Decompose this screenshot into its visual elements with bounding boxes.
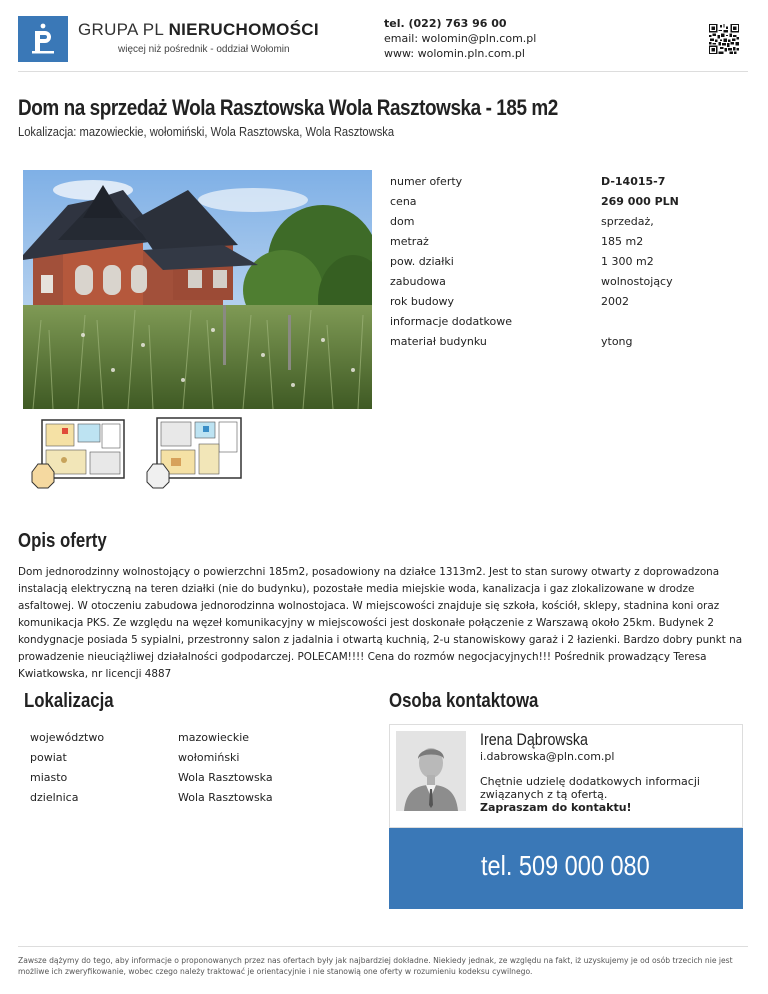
location-table (30, 727, 370, 807)
company-logo[interactable] (18, 16, 68, 62)
agent-name: Irena Dąbrowska (480, 730, 588, 749)
brand-name-bold: NIERUCHOMOŚCI (168, 20, 319, 39)
param-value: ytong (601, 334, 633, 348)
location-label: miasto (30, 770, 68, 784)
location-value: Wola Rasztowska (178, 770, 273, 784)
param-row (390, 291, 742, 311)
agent-note-text: Chętnie udzielę dodatkowych informacji związanych z tą ofertą. (480, 775, 700, 801)
param-row (390, 251, 742, 271)
contact-card (389, 724, 743, 828)
location-label: dzielnica (30, 790, 79, 804)
office-website[interactable]: www: wolomin.pln.com.pl (384, 47, 525, 60)
param-value: 185 m2 (601, 234, 644, 248)
listing-location: Lokalizacja: mazowieckie, wołomiński, Wola Rasztowska, Wola Rasztowska (18, 124, 395, 139)
param-label: pow. działki (390, 254, 454, 268)
description-text: Dom jednorodzinny wolnostojący o powierzchni 185m2, posadowiony na działce 1313m2. Jest to stan surowy otwarty z doprowadzona instalacją elektryczną na teren działki (nie do budynku), pozostałe media miejskie woda, kanalizacja i gaz zlokalizowane w drodze asfaltowej. W otoczeniu zabudowa jednorodzinna wolnostojaca. W miejscowości znajduje się szkoła, kościół, sklepy, stadnina koni oraz komunikacja PKS. Ze względu na węzeł komunikacyjny w miejscowości jest doskonałe połączenie z Warszawą około 25km. Budynek 2 kondygnacje posiada 5 sypialni, przestronny salon z jadalnia i otwartą kuchnią, 2-u stanowiskowy garaż i 2 łazienki. Bardzo dobry punkt na prowadzenie nieuciążliwej działalności godpodarczej. POLECAM!!!! Cena do rozmów negocjacyjnych!!! Pośrednik prowadzący Teresa Kwiatkowska, nr licencji 4887 (18, 566, 743, 680)
location-label: powiat (30, 750, 67, 764)
location-value: Wola Rasztowska (178, 790, 273, 804)
location-value: mazowieckie (178, 730, 250, 744)
location-heading: Lokalizacja (24, 690, 114, 712)
param-row (390, 331, 742, 351)
param-row (390, 231, 742, 251)
param-value: D-14015-7 (601, 174, 666, 188)
param-label: metraż (390, 234, 429, 248)
location-value: wołomiński (178, 750, 240, 764)
floor-plan-first[interactable] (141, 414, 249, 492)
param-label: dom (390, 214, 415, 228)
header-divider (18, 71, 748, 72)
agent-email[interactable]: i.dabrowska@pln.com.pl (480, 750, 615, 763)
contact-heading: Osoba kontaktowa (389, 690, 539, 712)
office-phone[interactable]: tel. (022) 763 96 00 (384, 17, 507, 30)
office-contact (384, 16, 536, 61)
agent-phone[interactable]: tel. 509 000 080 (481, 850, 650, 881)
brand-name-plain: GRUPA PL (78, 20, 169, 39)
param-label: informacje dodatkowe (390, 314, 513, 328)
brand-name (78, 20, 319, 40)
param-row (390, 311, 742, 331)
location-row (30, 747, 370, 767)
agent-note-cta: Zapraszam do kontaktu! (480, 801, 632, 814)
property-photo[interactable] (23, 170, 372, 409)
agent-phone-box[interactable] (389, 828, 743, 909)
offer-parameters (390, 171, 742, 351)
param-row (390, 191, 742, 211)
param-label: zabudowa (390, 274, 446, 288)
param-label: cena (390, 194, 417, 208)
param-row (390, 211, 742, 231)
footer-disclaimer: Zawsze dążymy do tego, aby informacje o proponowanych przez nas ofertach były jak najbardziej dokładne. Niekiedy jednak, ze względu na fakt, iż uzyskujemy je od osób trzecich nie jest możliwe ich zweryfikowanie, wobec czego należy traktować je orientacyjnie i nie stanowią one oferty w rozumieniu kodeksu cywilnego. (18, 956, 733, 976)
param-label: numer oferty (390, 174, 463, 188)
param-label: rok budowy (390, 294, 455, 308)
house-photo-image (23, 170, 372, 409)
param-value: 1 300 m2 (601, 254, 654, 268)
description-heading: Opis oferty (18, 530, 107, 552)
footer-divider (18, 946, 748, 947)
brand-tagline: więcej niż pośrednik - oddział Wołomin (118, 44, 290, 55)
agent-avatar (396, 731, 466, 811)
param-row (390, 271, 742, 291)
agent-note (480, 775, 730, 814)
floor-plan-ground[interactable] (24, 414, 132, 492)
location-label: województwo (30, 730, 105, 744)
logo-pl-icon (30, 23, 56, 55)
param-row (390, 171, 742, 191)
location-row (30, 787, 370, 807)
page-header (0, 0, 768, 72)
agent-photo-icon (396, 731, 466, 811)
qr-code-icon (709, 24, 739, 54)
param-value: 2002 (601, 294, 629, 308)
location-row (30, 727, 370, 747)
location-row (30, 767, 370, 787)
listing-title: Dom na sprzedaż Wola Rasztowska Wola Rasztowska - 185 m2 (18, 95, 558, 120)
param-value: wolnostojący (601, 274, 673, 288)
param-value: sprzedaż, (601, 214, 654, 228)
param-value: 269 000 PLN (601, 194, 679, 208)
param-label: materiał budynku (390, 334, 487, 348)
office-email[interactable]: email: wolomin@pln.com.pl (384, 32, 537, 45)
